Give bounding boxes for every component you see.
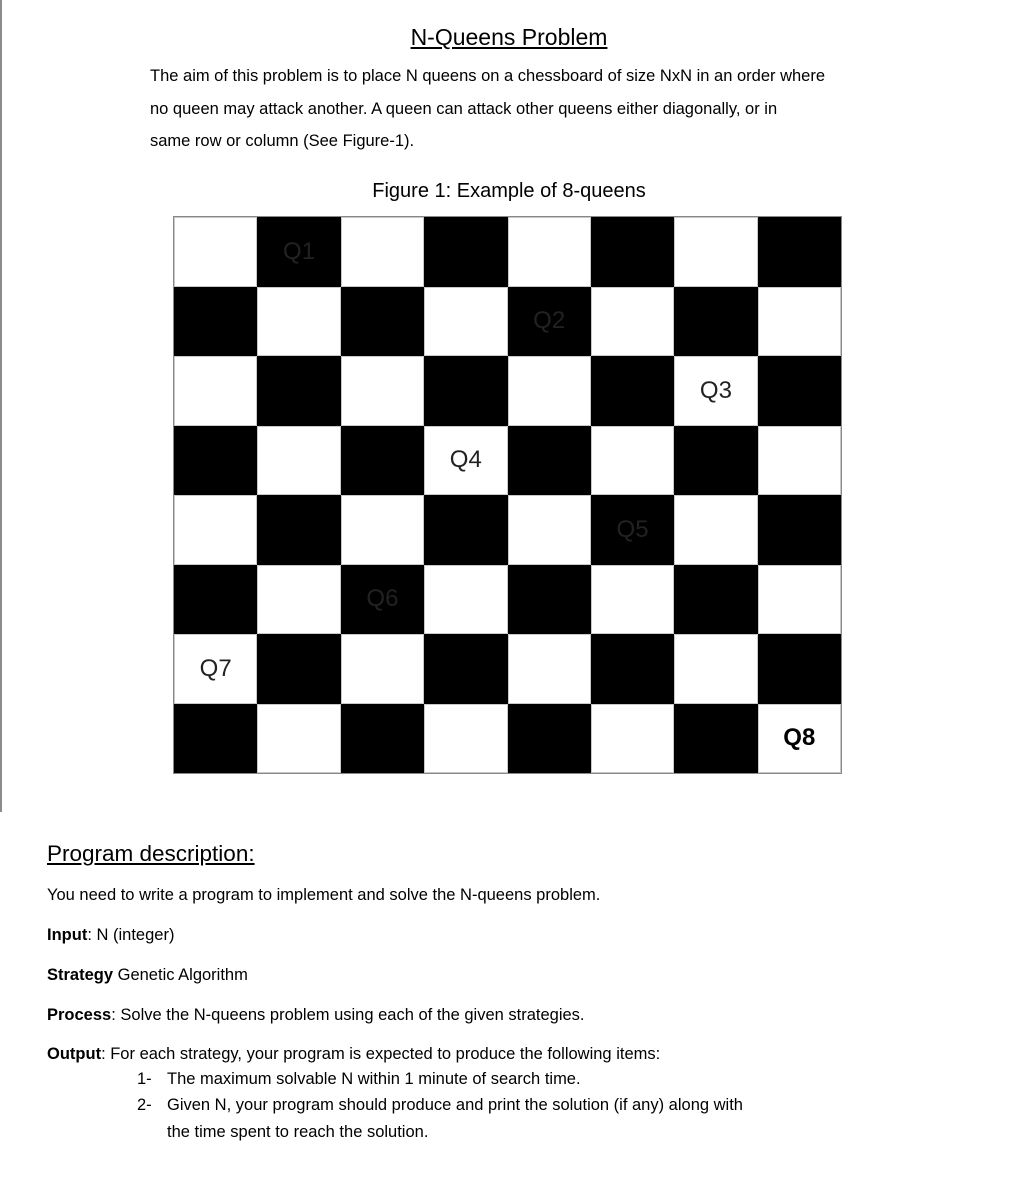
board-square-dark <box>508 704 591 774</box>
board-square-light <box>341 217 424 287</box>
board-square-light <box>174 495 257 565</box>
strategy-label: Strategy <box>47 966 114 984</box>
board-square-light <box>257 704 340 774</box>
queen-label: Q4 <box>449 446 482 474</box>
board-square-dark <box>508 426 591 496</box>
board-square-dark <box>174 704 257 774</box>
board-square-light <box>591 426 674 496</box>
board-square-light <box>174 217 257 287</box>
chessboard-figure <box>173 216 842 774</box>
queen-label: Q1 <box>283 237 316 265</box>
board-square-light <box>424 287 507 357</box>
program-description: You need to write a program to implement and solve the N-queens problem. <box>47 886 601 904</box>
section-heading: Program description: <box>47 841 255 866</box>
list-item-number: 2- <box>137 1096 152 1114</box>
board-square-dark <box>341 287 424 357</box>
board-square-dark <box>758 217 841 287</box>
board-square-light <box>424 426 507 496</box>
board-square-light <box>257 426 340 496</box>
board-square-dark <box>257 356 340 426</box>
board-square-light <box>674 634 757 704</box>
queen-label: Q3 <box>699 376 732 404</box>
output-line <box>47 1045 660 1064</box>
input-value: : N (integer) <box>87 926 175 944</box>
list-item <box>137 1070 581 1089</box>
board-square-light <box>591 565 674 635</box>
input-label: Input <box>47 926 88 944</box>
board-square-light <box>257 287 340 357</box>
board-square-light <box>341 634 424 704</box>
board-square-dark <box>257 495 340 565</box>
board-square-dark <box>341 426 424 496</box>
queen-label: Q5 <box>616 515 649 543</box>
strategy-value: Genetic Algorithm <box>113 966 248 984</box>
board-square-dark <box>424 634 507 704</box>
board-square-light <box>508 634 591 704</box>
board-square-light <box>341 495 424 565</box>
intro-paragraph <box>150 60 930 158</box>
board-square-light <box>508 356 591 426</box>
board-square-light <box>257 565 340 635</box>
board-square-light <box>174 634 257 704</box>
list-item-number: 1- <box>137 1070 152 1088</box>
board-square-light <box>758 704 841 774</box>
board-square-light <box>424 565 507 635</box>
page-title: N-Queens Problem <box>410 24 608 50</box>
chessboard <box>174 217 841 773</box>
board-square-light <box>674 495 757 565</box>
queen-label: Q6 <box>366 585 399 613</box>
board-square-dark <box>591 356 674 426</box>
queen-label: Q2 <box>533 307 566 335</box>
board-square-dark <box>341 565 424 635</box>
board-square-light <box>341 356 424 426</box>
board-square-dark <box>758 495 841 565</box>
board-square-dark <box>424 495 507 565</box>
page-left-border <box>0 0 2 812</box>
output-label: Output <box>47 1045 102 1063</box>
board-square-dark <box>674 426 757 496</box>
board-square-dark <box>174 426 257 496</box>
process-line <box>47 1006 585 1025</box>
board-square-light <box>758 565 841 635</box>
board-square-dark <box>174 287 257 357</box>
board-square-dark <box>674 287 757 357</box>
output-value: : For each strategy, your program is expected to produce the following items: <box>101 1045 661 1063</box>
intro-line: no queen may attack another. A queen can attack other queens either diagonally, or in <box>150 99 778 118</box>
intro-line: same row or column (See Figure-1). <box>150 132 415 150</box>
board-square-light <box>591 704 674 774</box>
board-square-dark <box>508 287 591 357</box>
board-square-dark <box>341 704 424 774</box>
board-square-dark <box>174 565 257 635</box>
board-square-light <box>674 217 757 287</box>
board-square-dark <box>257 217 340 287</box>
board-square-dark <box>758 356 841 426</box>
list-item <box>137 1096 743 1141</box>
board-square-light <box>508 495 591 565</box>
queen-label: Q8 <box>783 724 816 752</box>
board-square-dark <box>674 565 757 635</box>
process-value: : Solve the N-queens problem using each of the given strategies. <box>111 1006 585 1024</box>
board-square-dark <box>591 217 674 287</box>
process-label: Process <box>47 1006 112 1024</box>
board-square-dark <box>508 565 591 635</box>
board-square-dark <box>591 634 674 704</box>
input-line <box>47 926 174 945</box>
board-square-dark <box>591 495 674 565</box>
board-square-light <box>674 356 757 426</box>
strategy-line <box>47 966 248 985</box>
board-square-light <box>758 426 841 496</box>
queen-label: Q7 <box>199 654 232 682</box>
board-square-dark <box>424 217 507 287</box>
board-square-dark <box>424 356 507 426</box>
board-square-dark <box>257 634 340 704</box>
list-item-text: Given N, your program should produce and print the solution (if any) along with <box>167 1096 743 1114</box>
list-item-continuation: the time spent to reach the solution. <box>167 1123 429 1141</box>
board-square-light <box>758 287 841 357</box>
board-square-light <box>424 704 507 774</box>
board-square-light <box>174 356 257 426</box>
figure-caption: Figure 1: Example of 8-queens <box>372 180 646 202</box>
board-square-dark <box>758 634 841 704</box>
board-square-dark <box>674 704 757 774</box>
board-square-light <box>591 287 674 357</box>
board-square-light <box>508 217 591 287</box>
list-item-text: The maximum solvable N within 1 minute of search time. <box>167 1070 581 1088</box>
intro-line: The aim of this problem is to place N queens on a chessboard of size NxN in an order where <box>150 67 826 85</box>
